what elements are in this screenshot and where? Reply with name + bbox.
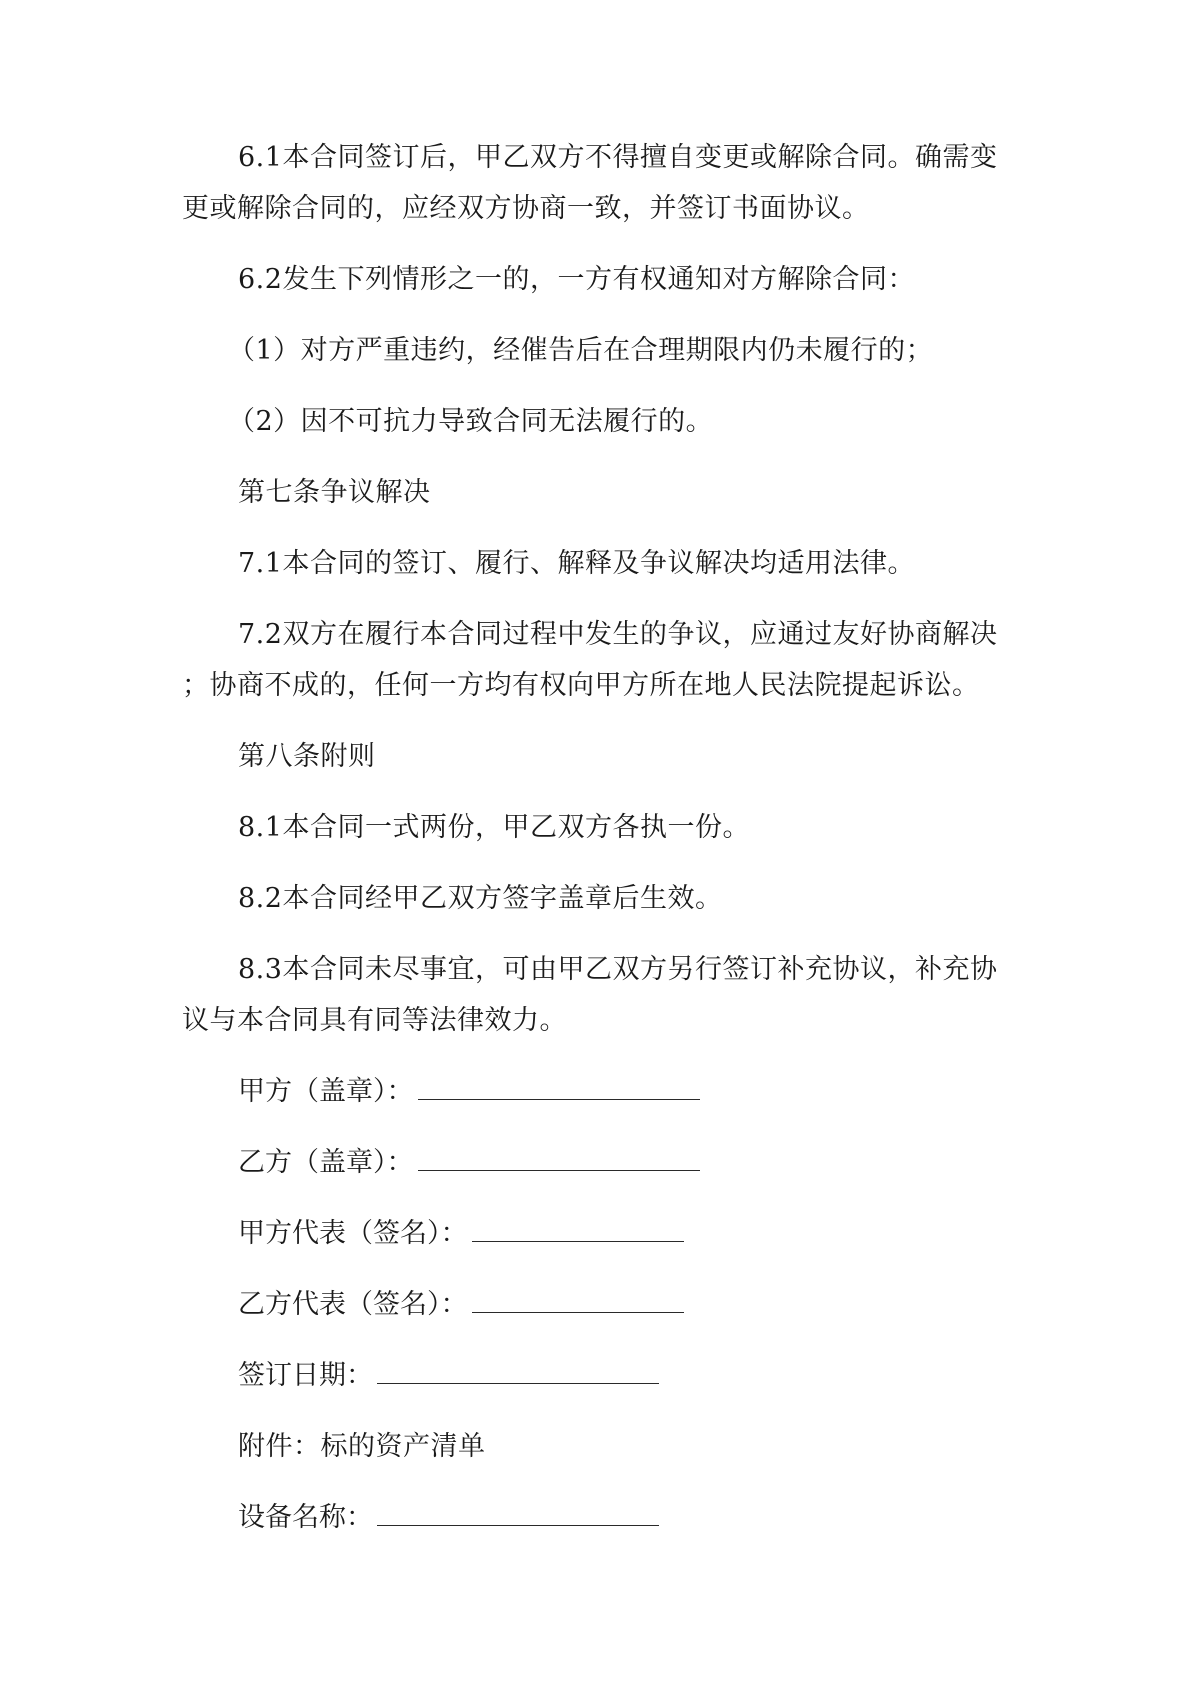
article-8-heading: 第八条附则 <box>238 741 376 772</box>
device-name-label: 设备名称： <box>238 1502 373 1533</box>
party-a-rep-field <box>182 1208 1014 1259</box>
article-7-heading: 第七条争议解决 <box>238 477 431 508</box>
party-b-seal-label: 乙方（盖章）： <box>238 1147 414 1178</box>
clause-7-2 <box>182 609 1014 711</box>
clause-6-2-item-1: （1）对方严重违约，经催告后在合理期限内仍未履行的； <box>228 335 934 366</box>
clause-8-3-line-2: 议与本合同具有同等法律效力。 <box>182 1005 567 1036</box>
document-body <box>182 132 1014 1563</box>
party-a-seal-field <box>182 1066 1014 1117</box>
party-b-seal-field <box>182 1137 1014 1188</box>
clause-6-2-item-2: （2）因不可抗力导致合同无法履行的。 <box>228 406 714 437</box>
party-b-rep-field <box>182 1279 1014 1330</box>
clause-8-1: 8.1本合同一式两份，甲乙双方各执一份。 <box>238 812 750 843</box>
party-b-rep-blank[interactable] <box>472 1292 684 1313</box>
clause-7-1: 7.1本合同的签订、履行、解释及争议解决均适用法律。 <box>238 548 915 579</box>
clause-6-1 <box>182 132 1014 234</box>
sign-date-blank[interactable] <box>377 1363 659 1384</box>
attachment-title: 附件：标的资产清单 <box>238 1431 486 1462</box>
clause-8-2: 8.2本合同经甲乙双方签字盖章后生效。 <box>238 883 723 914</box>
party-b-seal-blank[interactable] <box>418 1150 700 1171</box>
clause-8-3-line-1: 8.3本合同未尽事宜，可由甲乙双方另行签订补充协议，补充协 <box>238 954 998 985</box>
sign-date-label: 签订日期： <box>238 1360 373 1391</box>
party-a-seal-label: 甲方（盖章）： <box>238 1076 414 1107</box>
clause-6-1-line-1: 6.1本合同签订后，甲乙双方不得擅自变更或解除合同。确需变 <box>238 142 998 173</box>
clause-8-3 <box>182 944 1014 1046</box>
clause-7-2-line-2: ；协商不成的，任何一方均有权向甲方所在地人民法院提起诉讼。 <box>182 670 980 701</box>
device-name-field <box>182 1492 1014 1543</box>
party-b-rep-label: 乙方代表（签名）： <box>238 1289 468 1320</box>
clause-6-2: 6.2发生下列情形之一的，一方有权通知对方解除合同： <box>238 264 915 295</box>
clause-7-2-line-1: 7.2双方在履行本合同过程中发生的争议，应通过友好协商解决 <box>238 619 998 650</box>
party-a-seal-blank[interactable] <box>418 1079 700 1100</box>
clause-6-1-line-2: 更或解除合同的，应经双方协商一致，并签订书面协议。 <box>182 193 870 224</box>
device-name-blank[interactable] <box>377 1505 659 1526</box>
party-a-rep-label: 甲方代表（签名）： <box>238 1218 468 1249</box>
sign-date-field <box>182 1350 1014 1401</box>
party-a-rep-blank[interactable] <box>472 1221 684 1242</box>
